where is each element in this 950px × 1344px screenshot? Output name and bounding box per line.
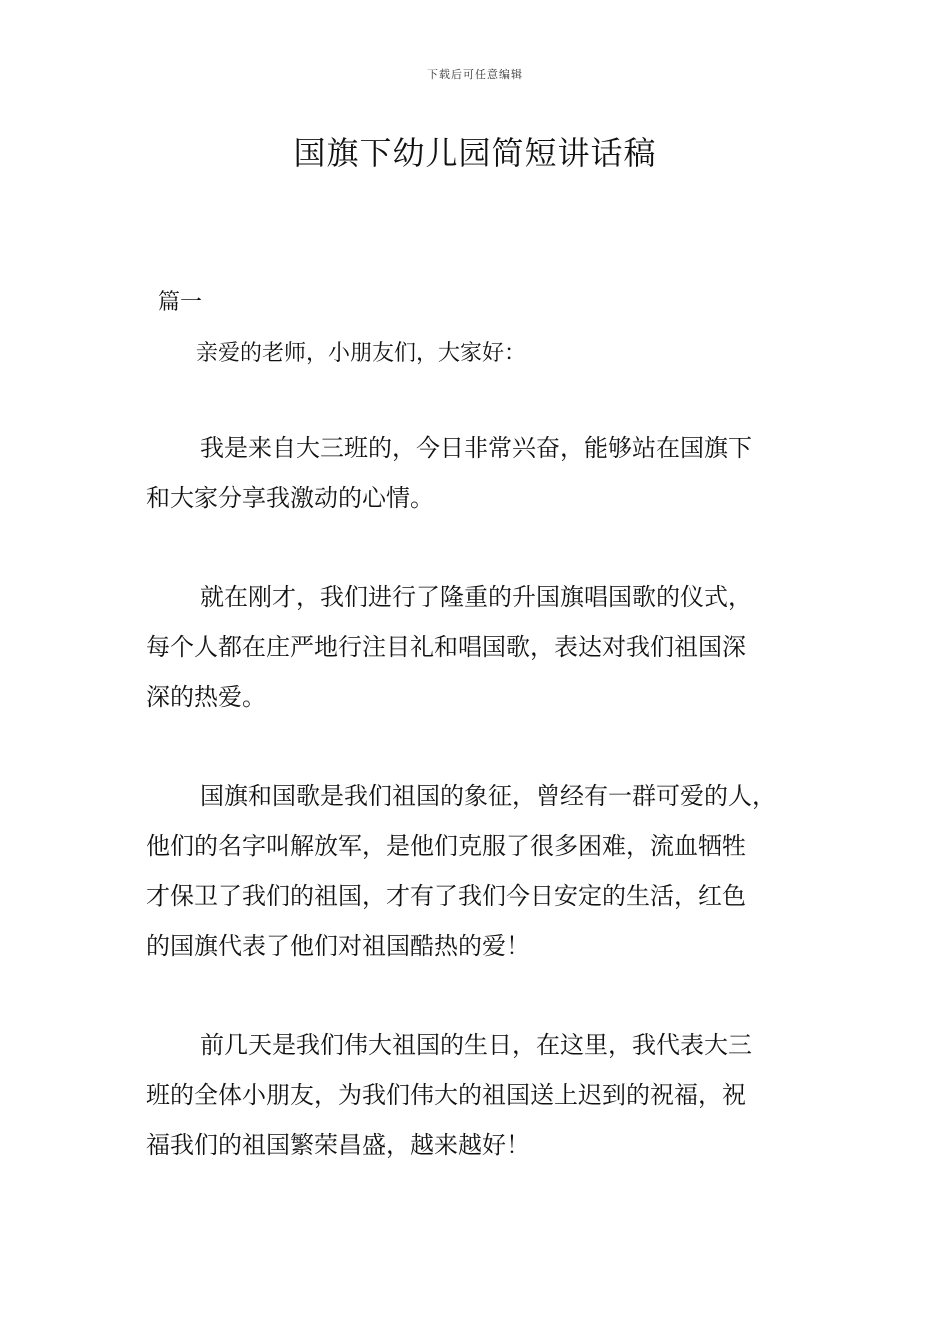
paragraph-3 xyxy=(146,771,836,971)
paragraph-line: 才保卫了我们的祖国，才有了我们今日安定的生活，红色 xyxy=(146,882,746,910)
header-note: 下载后可任意编辑 xyxy=(427,68,523,81)
paragraph-line: 他们的名字叫解放军，是他们克服了很多困难，流血牺牲 xyxy=(146,832,746,860)
paragraph-line: 和大家分享我激动的心情。 xyxy=(146,484,434,512)
paragraph-line: 班的全体小朋友，为我们伟大的祖国送上迟到的祝福，祝 xyxy=(146,1081,746,1109)
paragraph-line: 深的热爱。 xyxy=(146,683,266,711)
greeting-line: 亲爱的老师，小朋友们，大家好： xyxy=(196,341,527,366)
paragraph-line: 福我们的祖国繁荣昌盛，越来越好！ xyxy=(146,1131,530,1159)
paragraph-2 xyxy=(146,572,836,722)
paragraph-line: 我是来自大三班的，今日非常兴奋，能够站在国旗下 xyxy=(200,434,752,462)
paragraph-4 xyxy=(146,1020,836,1170)
section-label: 篇一 xyxy=(158,290,203,315)
paragraph-line: 就在刚才，我们进行了隆重的升国旗唱国歌的仪式， xyxy=(200,583,752,611)
paragraph-line: 前几天是我们伟大祖国的生日，在这里，我代表大三 xyxy=(200,1031,752,1059)
paragraph-line: 的国旗代表了他们对祖国酷热的爱！ xyxy=(146,932,530,960)
document-title: 国旗下幼儿园简短讲话稿 xyxy=(293,134,657,172)
paragraph-1 xyxy=(146,423,836,523)
paragraph-line: 国旗和国歌是我们祖国的象征，曾经有一群可爱的人， xyxy=(200,782,776,810)
paragraph-line: 每个人都在庄严地行注目礼和唱国歌，表达对我们祖国深 xyxy=(146,633,746,661)
